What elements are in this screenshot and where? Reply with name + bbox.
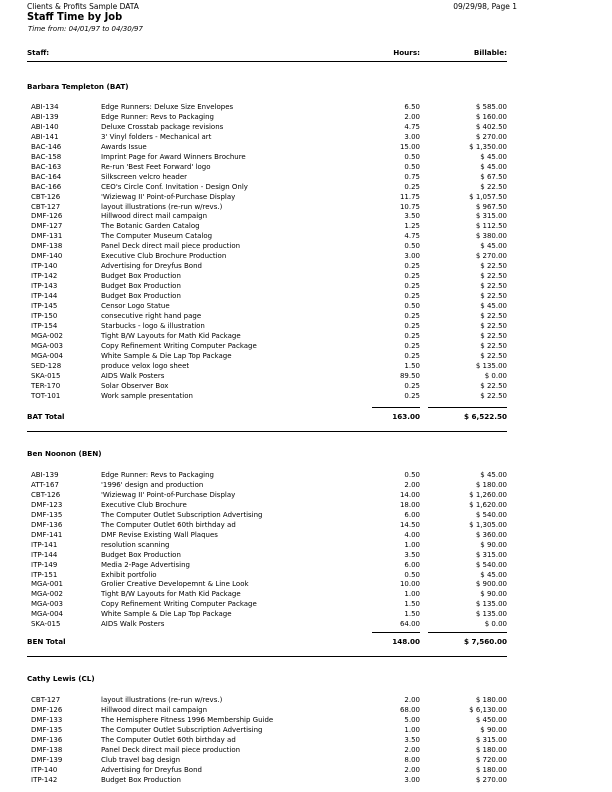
table-row <box>0 182 612 192</box>
table-row <box>0 560 612 570</box>
column-header-billable: Billable: <box>473 48 507 57</box>
billable-value: $ 135.00 <box>475 600 507 609</box>
job-description: Edge Runner: Revs to Packaging <box>101 471 215 479</box>
table-row <box>0 291 612 301</box>
hours-value: 1.00 <box>404 725 420 734</box>
job-description: '1996' design and production <box>101 480 204 489</box>
job-description: 'Wiziewag II' Point-of-Purchase Display <box>101 490 236 499</box>
table-row <box>0 695 612 705</box>
job-number: DMF-138 <box>31 745 63 754</box>
job-description: layout illustrations (re-run w/revs.) <box>101 696 223 704</box>
job-description: White Sample & Die Lap Top Package <box>101 610 232 619</box>
hours-value: 0.25 <box>404 272 420 281</box>
table-row <box>0 231 612 241</box>
billable-subtotal-rule <box>428 407 507 408</box>
job-description: CEO's Circle Conf. Invitation - Design Only <box>101 182 248 191</box>
job-number: BAC-163 <box>31 162 62 171</box>
hours-value: 1.50 <box>404 610 420 619</box>
table-row <box>0 765 612 775</box>
job-description: Executive Club Brochure Production <box>101 252 227 261</box>
hours-value: 6.00 <box>404 560 420 569</box>
job-description: Panel Deck direct mail piece production <box>101 745 241 754</box>
billable-value: $ 67.50 <box>480 172 507 181</box>
job-description: Club travel bag design <box>101 755 181 764</box>
staff-group-name: Barbara Templeton (BAT) <box>27 82 129 91</box>
job-description: The Computer Outlet 60th birthday ad <box>101 520 236 529</box>
hours-value: 1.00 <box>404 540 420 549</box>
job-description: Censor Logo Statue <box>101 302 170 310</box>
table-row <box>0 579 612 589</box>
group-separator-rule <box>27 656 507 657</box>
table-row <box>0 132 612 142</box>
job-number: ITP-154 <box>31 321 58 330</box>
table-row <box>0 311 612 321</box>
hours-subtotal-rule <box>372 632 420 633</box>
table-row <box>0 192 612 202</box>
job-description: Advertising for Dreyfus Bond <box>101 765 202 774</box>
job-number: DMF-131 <box>31 232 63 241</box>
table-row <box>0 520 612 530</box>
job-description: DMF Revise Existing Wall Plaques <box>101 530 218 539</box>
billable-value: $ 315.00 <box>475 735 507 744</box>
billable-value: $ 180.00 <box>475 696 507 704</box>
job-number: CBT-127 <box>31 202 61 211</box>
job-number: ABI-139 <box>31 471 59 479</box>
job-number: DMF-136 <box>31 735 63 744</box>
job-description: Hillwood direct mail campaign <box>101 212 208 221</box>
table-row <box>0 251 612 261</box>
table-row <box>0 321 612 331</box>
job-description: 'Wiziewag II' Point-of-Purchase Display <box>101 192 236 201</box>
table-row <box>0 391 612 401</box>
job-description: Budget Box Production <box>101 550 181 559</box>
total-label: BAT Total <box>27 412 65 421</box>
hours-value: 3.50 <box>404 550 420 559</box>
billable-value: $ 900.00 <box>475 580 507 589</box>
job-number: ITP-140 <box>31 262 58 271</box>
hours-value: 1.00 <box>404 590 420 599</box>
hours-value: 2.00 <box>404 480 420 489</box>
table-row <box>0 755 612 765</box>
job-number: CBT-126 <box>31 490 61 499</box>
total-hours: 148.00 <box>392 637 420 646</box>
job-description: layout illustrations (re-run w/revs.) <box>101 202 223 211</box>
billable-value: $ 22.50 <box>480 282 507 291</box>
table-row <box>0 490 612 500</box>
billable-value: $ 160.00 <box>475 112 507 121</box>
hours-value: 0.25 <box>404 341 420 350</box>
billable-value: $ 1,620.00 <box>469 500 507 509</box>
table-row <box>0 570 612 580</box>
hours-value: 11.75 <box>399 192 420 201</box>
billable-value: $ 1,305.00 <box>469 520 507 529</box>
hours-value: 0.50 <box>404 471 420 479</box>
hours-value: 2.00 <box>404 696 420 704</box>
job-description: Imprint Page for Award Winners Brochure <box>101 152 246 161</box>
billable-value: $ 315.00 <box>475 212 507 221</box>
hours-value: 1.25 <box>404 222 420 231</box>
billable-value: $ 45.00 <box>480 471 507 479</box>
hours-value: 3.00 <box>404 252 420 261</box>
job-description: AIDS Walk Posters <box>101 371 165 380</box>
job-number: MGA-002 <box>31 590 63 599</box>
job-description: Hillwood direct mail campaign <box>101 705 208 714</box>
table-row <box>0 510 612 520</box>
job-description: Budget Box Production <box>101 292 181 301</box>
billable-value: $ 22.50 <box>480 182 507 191</box>
job-description: Media 2-Page Advertising <box>101 560 190 569</box>
billable-value: $ 180.00 <box>475 745 507 754</box>
table-row <box>0 500 612 510</box>
job-description: Copy Refinement Writing Computer Package <box>101 600 257 609</box>
job-description: Budget Box Production <box>101 775 181 784</box>
billable-value: $ 90.00 <box>480 590 507 599</box>
job-description: The Computer Outlet Subscription Advertising <box>101 510 263 519</box>
job-number: CBT-127 <box>31 696 61 704</box>
hours-value: 0.50 <box>404 302 420 310</box>
job-number: ITP-140 <box>31 765 58 774</box>
billable-value: $ 45.00 <box>480 162 507 171</box>
hours-value: 0.50 <box>404 242 420 251</box>
job-description: Deluxe Crosstab package revisions <box>101 122 224 131</box>
hours-value: 0.25 <box>404 182 420 191</box>
hours-value: 2.00 <box>404 745 420 754</box>
table-row <box>0 152 612 162</box>
billable-value: $ 90.00 <box>480 725 507 734</box>
table-row <box>0 351 612 361</box>
table-row <box>0 241 612 251</box>
job-number: ITP-145 <box>31 302 58 310</box>
job-description: Edge Runners: Deluxe Size Envelopes <box>101 103 234 111</box>
job-number: ITP-144 <box>31 550 58 559</box>
job-number: DMF-136 <box>31 520 63 529</box>
billable-value: $ 450.00 <box>475 715 507 724</box>
hours-value: 0.25 <box>404 331 420 340</box>
staff-group-name: Ben Noonon (BEN) <box>27 449 102 458</box>
hours-value: 0.75 <box>404 172 420 181</box>
job-description: Work sample presentation <box>101 391 193 400</box>
hours-value: 68.00 <box>399 705 420 714</box>
hours-value: 14.00 <box>399 490 420 499</box>
billable-value: $ 135.00 <box>475 361 507 370</box>
job-description: Panel Deck direct mail piece production <box>101 242 241 251</box>
hours-value: 0.25 <box>404 282 420 291</box>
table-row <box>0 102 612 112</box>
table-row <box>0 221 612 231</box>
job-number: MGA-003 <box>31 600 63 609</box>
date-page-stamp: 09/29/98, Page 1 <box>453 2 517 11</box>
hours-value: 3.50 <box>404 212 420 221</box>
billable-value: $ 45.00 <box>480 302 507 310</box>
hours-value: 3.00 <box>404 775 420 784</box>
job-number: ITP-143 <box>31 282 58 291</box>
job-description: Re-run 'Best Feet Forward' logo <box>101 162 211 171</box>
job-number: DMF-126 <box>31 705 63 714</box>
hours-value: 10.00 <box>399 580 420 589</box>
job-description: Copy Refinement Writing Computer Package <box>101 341 257 350</box>
table-row <box>0 599 612 609</box>
job-number: SKA-015 <box>31 620 61 629</box>
job-description: The Computer Outlet 60th birthday ad <box>101 735 236 744</box>
billable-value: $ 22.50 <box>480 351 507 360</box>
billable-value: $ 585.00 <box>475 103 507 111</box>
job-description: The Computer Outlet Subscription Advertising <box>101 725 263 734</box>
billable-value: $ 540.00 <box>475 510 507 519</box>
table-row <box>0 725 612 735</box>
hours-value: 0.25 <box>404 311 420 320</box>
job-description: Silkscreen velcro header <box>101 172 188 181</box>
job-number: SKA-015 <box>31 371 61 380</box>
job-description: Tight B/W Layouts for Math Kid Package <box>101 331 241 340</box>
job-description: produce velox logo sheet <box>101 361 190 370</box>
hours-value: 4.75 <box>404 122 420 131</box>
table-row <box>0 715 612 725</box>
job-number: DMF-139 <box>31 755 63 764</box>
table-row <box>0 281 612 291</box>
table-row <box>0 540 612 550</box>
billable-value: $ 315.00 <box>475 550 507 559</box>
billable-value: $ 0.00 <box>484 371 507 380</box>
billable-value: $ 402.50 <box>475 122 507 131</box>
billable-value: $ 22.50 <box>480 272 507 281</box>
billable-value: $ 45.00 <box>480 152 507 161</box>
billable-value: $ 180.00 <box>475 480 507 489</box>
column-header-hours: Hours: <box>393 48 420 57</box>
job-number: DMF-127 <box>31 222 63 231</box>
table-row <box>0 480 612 490</box>
time-range: Time from: 04/01/97 to 04/30/97 <box>28 25 143 33</box>
billable-value: $ 22.50 <box>480 292 507 301</box>
company-name: Clients & Profits Sample DATA <box>27 2 139 11</box>
table-row <box>0 202 612 212</box>
job-description: Exhibit portfolio <box>101 570 157 579</box>
job-description: resolution scanning <box>101 540 170 549</box>
job-description: 3' Vinyl folders - Mechanical art <box>101 132 212 141</box>
billable-value: $ 967.50 <box>475 202 507 211</box>
hours-value: 2.00 <box>404 112 420 121</box>
billable-value: $ 22.50 <box>480 341 507 350</box>
job-number: BAC-146 <box>31 142 62 151</box>
table-row <box>0 301 612 311</box>
billable-value: $ 22.50 <box>480 262 507 271</box>
hours-value: 0.25 <box>404 391 420 400</box>
hours-value: 89.50 <box>399 371 420 380</box>
job-number: MGA-002 <box>31 331 63 340</box>
column-header-staff: Staff: <box>27 48 50 57</box>
table-row <box>0 341 612 351</box>
billable-value: $ 6,130.00 <box>469 705 507 714</box>
table-row <box>0 381 612 391</box>
job-number: BAC-158 <box>31 152 62 161</box>
job-number: CBT-126 <box>31 192 61 201</box>
job-number: DMF-135 <box>31 510 63 519</box>
hours-value: 0.25 <box>404 351 420 360</box>
billable-value: $ 45.00 <box>480 570 507 579</box>
total-billable: $ 7,560.00 <box>464 637 507 646</box>
hours-value: 18.00 <box>399 500 420 509</box>
job-number: ITP-151 <box>31 570 58 579</box>
billable-value: $ 90.00 <box>480 540 507 549</box>
hours-value: 8.00 <box>404 755 420 764</box>
billable-value: $ 1,260.00 <box>469 490 507 499</box>
job-description: White Sample & Die Lap Top Package <box>101 351 232 360</box>
job-number: MGA-003 <box>31 341 63 350</box>
job-number: ITP-150 <box>31 311 58 320</box>
billable-value: $ 180.00 <box>475 765 507 774</box>
table-row <box>0 735 612 745</box>
hours-value: 3.00 <box>404 132 420 141</box>
job-description: The Hemisphere Fitness 1996 Membership Guide <box>101 715 274 724</box>
table-row <box>0 470 612 480</box>
total-billable: $ 6,522.50 <box>464 412 507 421</box>
hours-value: 3.50 <box>404 735 420 744</box>
job-number: ITP-149 <box>31 560 58 569</box>
billable-value: $ 720.00 <box>475 755 507 764</box>
hours-subtotal-rule <box>372 407 420 408</box>
table-row <box>0 550 612 560</box>
hours-value: 0.25 <box>404 292 420 301</box>
billable-value: $ 270.00 <box>475 775 507 784</box>
job-number: SED-128 <box>31 361 62 370</box>
job-number: DMF-138 <box>31 242 63 251</box>
job-number: DMF-126 <box>31 212 63 221</box>
hours-value: 4.75 <box>404 232 420 241</box>
billable-value: $ 1,057.50 <box>469 192 507 201</box>
job-number: MGA-004 <box>31 610 63 619</box>
billable-value: $ 22.50 <box>480 391 507 400</box>
hours-value: 6.50 <box>404 103 420 111</box>
group-separator-rule <box>27 431 507 432</box>
job-description: consecutive right hand page <box>101 311 202 320</box>
report-title: Staff Time by Job <box>27 10 123 23</box>
billable-value: $ 1,350.00 <box>469 142 507 151</box>
job-number: MGA-001 <box>31 580 63 589</box>
hours-value: 64.00 <box>399 620 420 629</box>
job-number: TOT-101 <box>31 391 61 400</box>
hours-value: 0.50 <box>404 162 420 171</box>
hours-value: 0.50 <box>404 570 420 579</box>
job-description: The Computer Museum Catalog <box>101 232 213 241</box>
hours-value: 0.25 <box>404 321 420 330</box>
table-row <box>0 211 612 221</box>
hours-value: 10.75 <box>399 202 420 211</box>
table-row <box>0 271 612 281</box>
hours-value: 14.50 <box>399 520 420 529</box>
billable-value: $ 22.50 <box>480 331 507 340</box>
job-number: TER-170 <box>31 381 61 390</box>
job-number: ABI-140 <box>31 122 59 131</box>
billable-value: $ 22.50 <box>480 321 507 330</box>
billable-value: $ 380.00 <box>475 232 507 241</box>
hours-value: 0.25 <box>404 381 420 390</box>
billable-value: $ 270.00 <box>475 132 507 141</box>
hours-value: 15.00 <box>399 142 420 151</box>
total-hours: 163.00 <box>392 412 420 421</box>
billable-value: $ 540.00 <box>475 560 507 569</box>
job-number: DMF-141 <box>31 530 63 539</box>
table-row <box>0 331 612 341</box>
staff-group-name: Cathy Lewis (CL) <box>27 674 95 683</box>
job-number: DMF-135 <box>31 725 63 734</box>
total-label: BEN Total <box>27 637 66 646</box>
table-row <box>0 619 612 629</box>
job-number: MGA-004 <box>31 351 63 360</box>
job-number: ITP-142 <box>31 272 58 281</box>
hours-value: 0.50 <box>404 152 420 161</box>
hours-value: 6.00 <box>404 510 420 519</box>
table-row <box>0 589 612 599</box>
billable-value: $ 45.00 <box>480 242 507 251</box>
billable-value: $ 360.00 <box>475 530 507 539</box>
hours-value: 1.50 <box>404 600 420 609</box>
table-row <box>0 261 612 271</box>
table-row <box>0 122 612 132</box>
job-number: ITP-141 <box>31 540 58 549</box>
job-number: DMF-133 <box>31 715 63 724</box>
job-number: BAC-166 <box>31 182 62 191</box>
hours-value: 2.00 <box>404 765 420 774</box>
billable-value: $ 22.50 <box>480 381 507 390</box>
billable-value: $ 270.00 <box>475 252 507 261</box>
hours-value: 0.25 <box>404 262 420 271</box>
job-description: Tight B/W Layouts for Math Kid Package <box>101 590 241 599</box>
job-number: ABI-139 <box>31 112 59 121</box>
billable-value: $ 112.50 <box>475 222 507 231</box>
table-row <box>0 371 612 381</box>
job-description: Budget Box Production <box>101 282 181 291</box>
job-number: ABI-141 <box>31 132 59 141</box>
table-row <box>0 609 612 619</box>
header-rule <box>27 61 507 62</box>
billable-value: $ 0.00 <box>484 620 507 629</box>
billable-subtotal-rule <box>428 632 507 633</box>
hours-value: 4.00 <box>404 530 420 539</box>
table-row <box>0 705 612 715</box>
billable-value: $ 22.50 <box>480 311 507 320</box>
job-number: ITP-144 <box>31 292 58 301</box>
job-description: Awards Issue <box>101 142 147 151</box>
table-row <box>0 775 612 785</box>
job-number: ITP-142 <box>31 775 58 784</box>
hours-value: 5.00 <box>404 715 420 724</box>
job-number: ATT-167 <box>31 480 59 489</box>
job-description: Starbucks - logo & illustration <box>101 321 205 330</box>
job-description: The Botanic Garden Catalog <box>101 222 200 231</box>
job-number: DMF-123 <box>31 500 63 509</box>
job-description: Solar Observer Box <box>101 381 169 390</box>
job-description: AIDS Walk Posters <box>101 620 165 629</box>
table-row <box>0 530 612 540</box>
job-description: Executive Club Brochure <box>101 500 187 509</box>
table-row <box>0 172 612 182</box>
billable-value: $ 135.00 <box>475 610 507 619</box>
job-description: Edge Runner: Revs to Packaging <box>101 112 215 121</box>
hours-value: 1.50 <box>404 361 420 370</box>
table-row <box>0 361 612 371</box>
job-description: Budget Box Production <box>101 272 181 281</box>
job-description: Grolier Creative Developemnt & Line Look <box>101 580 249 589</box>
job-number: DMF-140 <box>31 252 63 261</box>
table-row <box>0 162 612 172</box>
job-number: BAC-164 <box>31 172 62 181</box>
job-number: ABI-134 <box>31 103 59 111</box>
table-row <box>0 142 612 152</box>
job-description: Advertising for Dreyfus Bond <box>101 262 202 271</box>
table-row <box>0 745 612 755</box>
table-row <box>0 112 612 122</box>
